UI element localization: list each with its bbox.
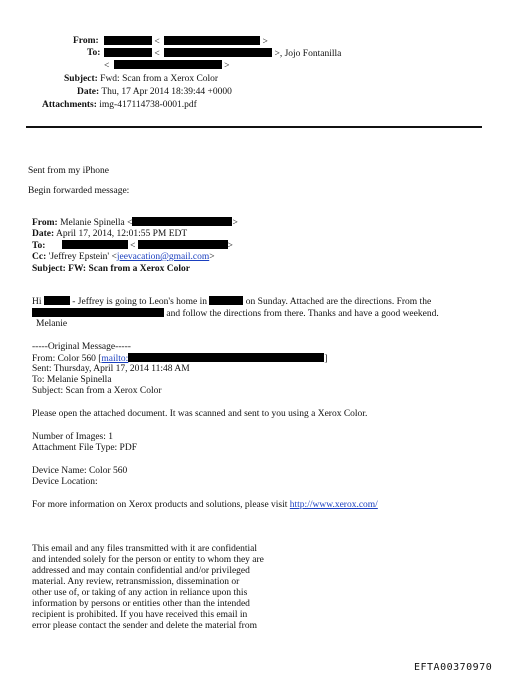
please-open-line: Please open the attached document. It was scanned and sent to you using a Xerox Color. xyxy=(32,409,368,419)
original-divider: -----Original Message----- xyxy=(32,342,131,352)
redacted-block xyxy=(62,240,128,249)
angle-close: > xyxy=(209,252,215,262)
redacted-block xyxy=(164,48,272,57)
redacted-block xyxy=(114,60,222,69)
fwd-date-value: April 17, 2014, 12:01:55 PM EDT xyxy=(56,229,188,239)
message-signoff: Melanie xyxy=(36,319,68,329)
from-value xyxy=(104,36,268,48)
angle-close: > xyxy=(262,37,268,47)
header-divider xyxy=(26,126,482,128)
subject-value: Fwd: Scan from a Xerox Color xyxy=(100,74,219,84)
redacted-block xyxy=(128,353,324,362)
to-tail: >, Jojo Fontanilla xyxy=(274,49,342,59)
to-value xyxy=(104,48,341,60)
message-part-2: on Sunday. Attached are the directions. From the xyxy=(245,297,432,307)
disclaimer-line: addressed and may contain confidential and/or privileged xyxy=(32,566,250,576)
message-part-3: and follow the directions from there. Thanks and have a good weekend. xyxy=(166,309,439,319)
fwd-from-value: Melanie Spinella < xyxy=(60,218,133,228)
angle-open: < xyxy=(104,61,110,71)
fwd-cc-value: 'Jeffrey Epstein' < xyxy=(48,252,117,262)
subject-row xyxy=(64,74,218,85)
disclaimer-line: This email and any files transmitted with it are confidential xyxy=(32,544,258,554)
fwd-from-row xyxy=(32,217,238,229)
disclaimer-line: error please contact the sender and delete the material from xyxy=(32,621,257,631)
fwd-cc-label: Cc: xyxy=(32,252,47,262)
angle-close: > xyxy=(224,61,230,71)
mailto-link[interactable]: mailto: xyxy=(101,354,129,364)
fwd-subject-label: Subject: xyxy=(32,264,66,274)
disclaimer-block xyxy=(32,544,264,632)
disclaimer-line: and intended solely for the person or entity to whom they are xyxy=(32,555,264,565)
original-to: To: Melanie Spinella xyxy=(32,375,112,385)
disclaimer-line: material. Any review, retransmission, dissemination or xyxy=(32,577,240,587)
message-line-1 xyxy=(32,296,431,308)
angle-close: > xyxy=(232,218,238,228)
to-value-line2 xyxy=(104,60,229,72)
disclaimer-line: recipient is prohibited. If you have received this email in xyxy=(32,610,248,620)
redacted-block xyxy=(209,296,243,305)
fwd-to-row xyxy=(32,240,233,252)
attachments-value[interactable]: img-417114738-0001.pdf xyxy=(99,100,197,110)
message-part-1: - Jeffrey is going to Leon's home in xyxy=(72,297,208,307)
redacted-block xyxy=(164,36,260,45)
date-row xyxy=(77,87,232,98)
disclaimer-line: other use of, or taking of any action in reliance upon this xyxy=(32,588,248,598)
redacted-block xyxy=(32,308,164,317)
device-location-line: Device Location: xyxy=(32,477,98,487)
redacted-block xyxy=(104,48,152,57)
attachments-label: Attachments: xyxy=(42,100,97,110)
disclaimer-line: information by persons or entities other than the intended xyxy=(32,599,250,609)
document-id: EFTA00370970 xyxy=(414,662,493,673)
fwd-subject-row xyxy=(32,264,190,275)
more-info-text: For more information on Xerox products and solutions, please visit xyxy=(32,500,290,510)
angle-open: < xyxy=(154,49,160,59)
original-sent: Sent: Thursday, April 17, 2014 11:48 AM xyxy=(32,364,190,374)
redacted-block xyxy=(104,36,152,45)
device-name-line: Device Name: Color 560 xyxy=(32,466,128,476)
angle-open: < xyxy=(130,241,136,251)
redacted-block xyxy=(44,296,70,305)
begin-forwarded-line: Begin forwarded message: xyxy=(28,186,130,196)
file-type-line: Attachment File Type: PDF xyxy=(32,443,137,453)
bracket-close: ] xyxy=(324,354,328,364)
redacted-block xyxy=(138,240,228,249)
date-value: Thu, 17 Apr 2014 18:39:44 +0000 xyxy=(101,87,232,97)
message-line-2 xyxy=(32,308,439,320)
fwd-cc-row xyxy=(32,252,215,263)
num-images-line: Number of Images: 1 xyxy=(32,432,113,442)
to-label: To: xyxy=(87,48,101,58)
fwd-cc-email-link[interactable]: jeevacation@gmail.com xyxy=(116,252,210,262)
fwd-subject-value: FW: Scan from a Xerox Color xyxy=(68,264,190,274)
fwd-date-label: Date: xyxy=(32,229,55,239)
greeting: Hi xyxy=(32,297,42,307)
fwd-to-label: To: xyxy=(32,241,46,251)
original-from-text: From: Color 560 [ xyxy=(32,354,102,364)
angle-open: < xyxy=(154,37,160,47)
sent-from-line: Sent from my iPhone xyxy=(28,166,110,176)
original-subject: Subject: Scan from a Xerox Color xyxy=(32,386,162,396)
xerox-link[interactable]: http://www.xerox.com/ xyxy=(289,500,378,510)
subject-label: Subject: xyxy=(64,74,98,84)
fwd-from-label: From: xyxy=(32,218,58,228)
more-info-line xyxy=(32,500,378,511)
fwd-date-row xyxy=(32,229,187,240)
attachments-row xyxy=(42,100,197,111)
from-label: From: xyxy=(73,36,99,46)
angle-close: > xyxy=(227,241,233,251)
redacted-block xyxy=(132,217,232,226)
date-label: Date: xyxy=(77,87,100,97)
